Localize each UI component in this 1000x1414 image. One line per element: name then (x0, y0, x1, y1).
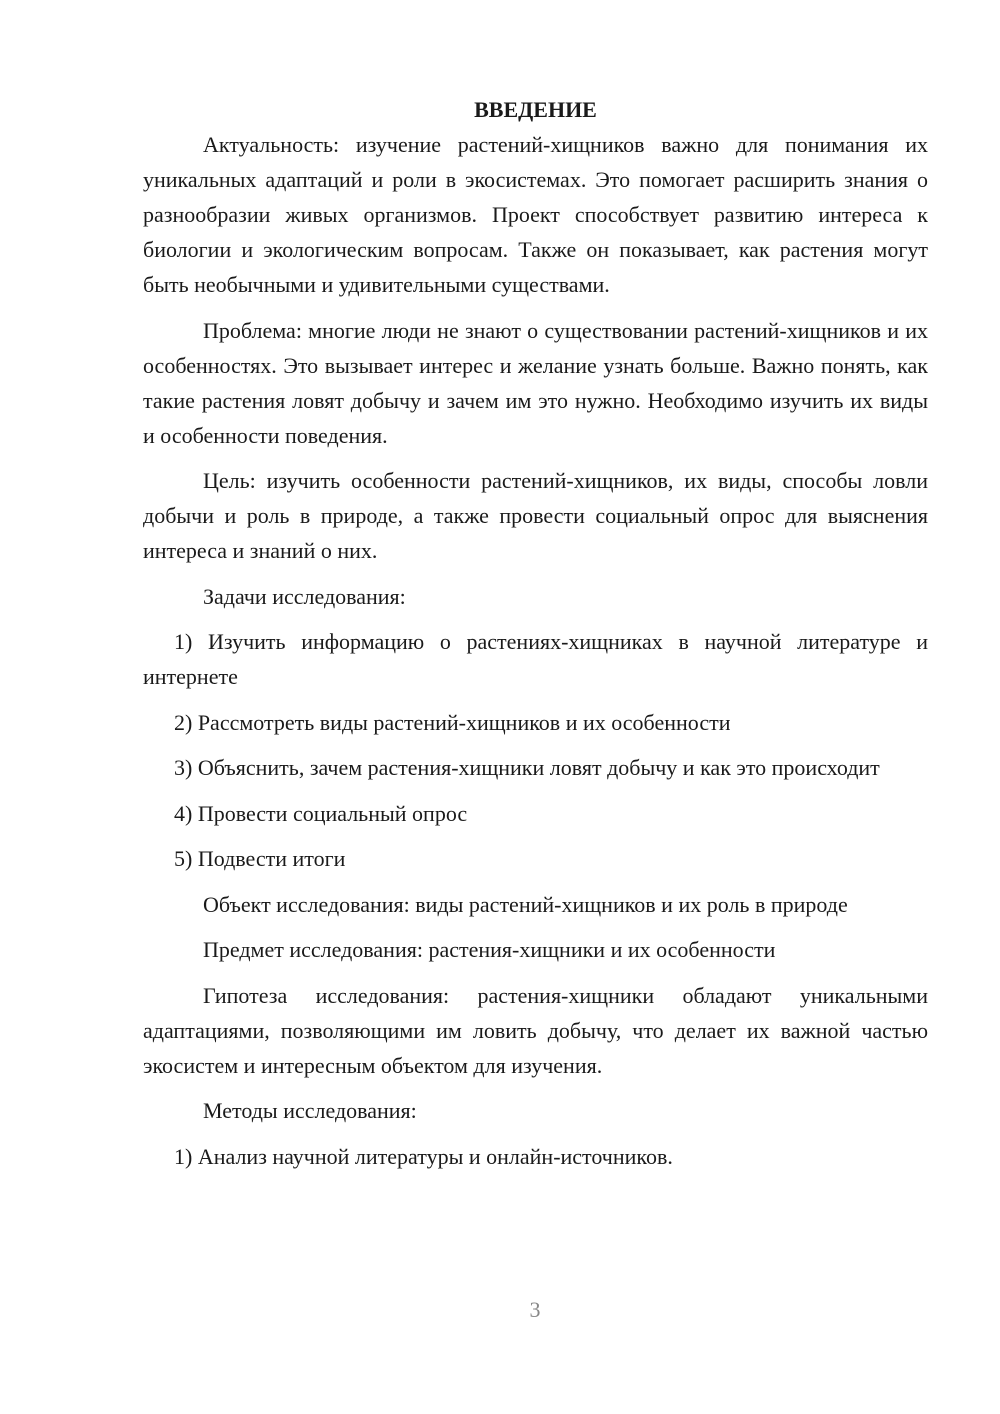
tasks-title: Задачи исследования: (203, 583, 406, 609)
goal-paragraph: Цель: изучить особенности растений-хищников, их виды, способы ловли добычи и роль в природе, а также провести социальный опрос для выяснения интереса и знаний о них. (143, 468, 928, 563)
object-paragraph: Объект исследования: виды растений-хищников и их роль в природе (203, 891, 848, 917)
list-item: 3) Объяснить, зачем растения-хищники ловят добычу и как это происходит (174, 755, 880, 780)
tasks-list (143, 624, 928, 876)
hypothesis-paragraph: Гипотеза исследования: растения-хищники обладают уникальными адаптациями, позволяющими им ловить добычу, что делает их важной частью экосистем и интересным объектом для изучения. (143, 982, 928, 1078)
list-item: 1) Изучить информацию о растениях-хищниках в научной литературе и интернете (143, 629, 928, 689)
list-item: 5) Подвести итоги (174, 846, 346, 871)
page-content (143, 92, 928, 1174)
section-heading: ВВЕДЕНИЕ (474, 97, 597, 122)
methods-list (143, 1139, 928, 1174)
methods-title: Методы исследования: (203, 1098, 417, 1123)
problem-paragraph: Проблема: многие люди не знают о существовании растений-хищников и их особенностях. Это вызывает интерес и желание узнать больше. Важно понять, как такие растения ловят добычу и зачем им это нужно. Необходимо изучить их виды и особенности поведения. (143, 317, 928, 448)
list-item: 4) Провести социальный опрос (174, 800, 468, 826)
list-item: 1) Анализ научной литературы и онлайн-источников. (174, 1143, 673, 1169)
relevance-paragraph: Актуальность: изучение растений-хищников важно для понимания их уникальных адаптаций и роли в экосистемах. Это помогает расширить знания о разнообразии живых организмов. Проект способствует развитию интереса к биологии и экологическим вопросам. Также он показывает, как растения могут быть необычными и удивительными существами. (143, 132, 928, 297)
subject-paragraph: Предмет исследования: растения-хищники и их особенности (203, 937, 776, 962)
list-item: 2) Рассмотреть виды растений-хищников и их особенности (174, 709, 731, 735)
page-number: 3 (529, 1297, 541, 1322)
